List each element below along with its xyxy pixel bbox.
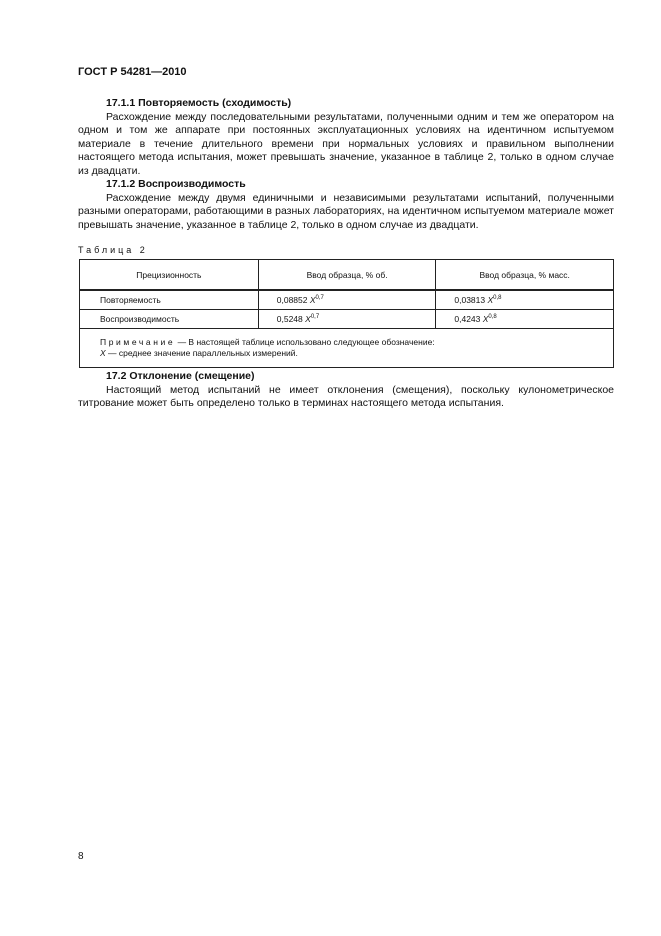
- value-cell: 0,08852 X$^{0,7}$: [258, 290, 436, 310]
- section-paragraph: Расхождение между двумя единичными и независимыми результатами испытаний, полученными разными операторами, работающими в разных лабораториях, на идентичном испытуемом материале может превышать значение, указанное в таблице 2, только в одном случае из двадцати.: [78, 191, 614, 231]
- precision-table: [79, 259, 614, 368]
- section-heading: 17.1.1 Повторяемость (сходимость): [106, 97, 292, 109]
- value-cell: 0,5248 X$^{0,7}$: [258, 310, 436, 329]
- column-header: Ввод образца, % об.: [258, 260, 436, 291]
- row-label: Повторяемость: [80, 290, 259, 310]
- section-heading: 17.1.2 Воспроизводимость: [106, 178, 246, 190]
- section-17-2: [78, 370, 614, 411]
- section-paragraph: Расхождение между последовательными результатами, полученными одним и тем же оператором на одном и том же аппарате при постоянных эксплуатационных условиях на идентичном испытуемом материале в течение длительного времени при нормальных условиях и правильном выполнении настоящего метода испытания, может превышать значение, указанное в таблице 2, только в одном случае из двадцати.: [78, 110, 614, 177]
- section-17-1-1: [78, 97, 614, 179]
- section-17-1-2: [78, 178, 614, 232]
- value-cell: 0,4243 X$^{0,8}$: [436, 310, 614, 329]
- table-caption: Таблица 2: [78, 245, 148, 255]
- row-label: Воспроизводимость: [80, 310, 259, 329]
- value-cell: 0,03813 X$^{0,8}$: [436, 290, 614, 310]
- table-header-row: [80, 260, 614, 291]
- table-row: [80, 290, 614, 310]
- column-header: Ввод образца, % масс.: [436, 260, 614, 291]
- table-row: [80, 310, 614, 329]
- table-note-row: [80, 329, 614, 368]
- column-header: Прецизионность: [80, 260, 259, 291]
- section-heading: 17.2 Отклонение (смещение): [106, 370, 255, 382]
- document-id-header: ГОСТ Р 54281—2010: [78, 66, 187, 78]
- section-paragraph: Настоящий метод испытаний не имеет отклонения (смещения), поскольку кулонометрическое титрование может быть определено только в терминах настоящего метода испытания.: [78, 383, 614, 410]
- page-number: 8: [78, 851, 84, 862]
- table-note: Примечание — В настоящей таблице использовано следующее обозначение: X — среднее значение параллельных измерений.: [80, 329, 614, 368]
